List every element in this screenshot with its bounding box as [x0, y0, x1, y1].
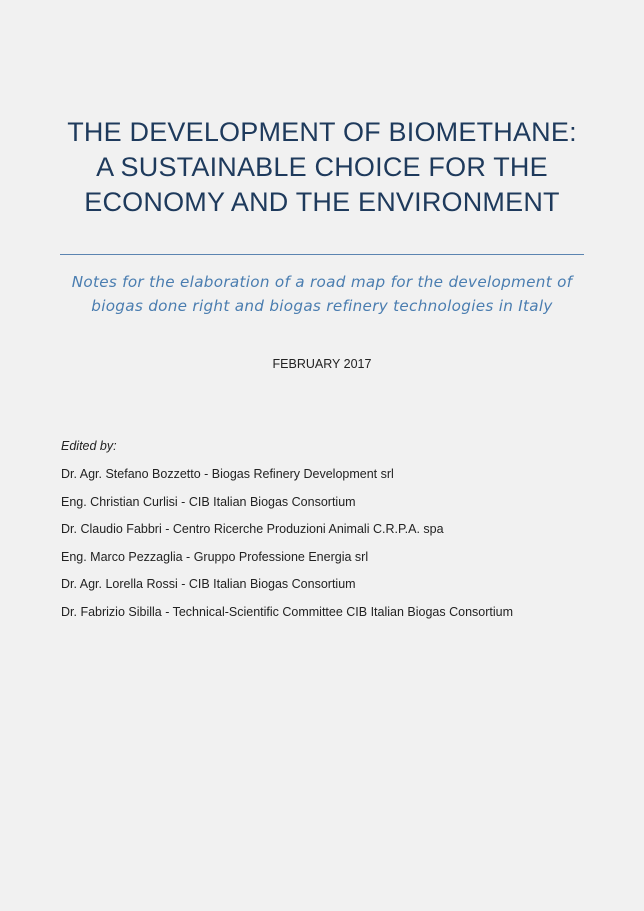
document-title: [0, 115, 644, 220]
subtitle-line-1: Notes for the elaboration of a road map for the development of: [71, 273, 573, 291]
editor-item: Eng. Marco Pezzaglia - Gruppo Professione Energia srl: [61, 549, 369, 564]
editor-item: Eng. Christian Curlisi - CIB Italian Biogas Consortium: [61, 494, 356, 509]
editor-item: Dr. Fabrizio Sibilla - Technical-Scientific Committee CIB Italian Biogas Consortium: [61, 604, 514, 619]
subtitle-line-2: biogas done right and biogas refinery technologies in Italy: [91, 297, 553, 315]
publication-date: FEBRUARY 2017: [272, 357, 372, 371]
title-line-3: ECONOMY AND THE ENVIRONMENT: [84, 187, 560, 217]
title-divider: [60, 254, 584, 255]
editor-item: Dr. Agr. Lorella Rossi - CIB Italian Biogas Consortium: [61, 577, 356, 592]
editor-item: Dr. Agr. Stefano Bozzetto - Biogas Refinery Development srl: [61, 467, 394, 481]
title-line-1: THE DEVELOPMENT OF BIOMETHANE:: [67, 117, 577, 147]
editor-item: Dr. Claudio Fabbri - Centro Ricerche Produzioni Animali C.R.P.A. spa: [61, 522, 444, 537]
editors-list: [61, 438, 631, 632]
edited-by-label: Edited by:: [61, 439, 117, 453]
title-line-2: A SUSTAINABLE CHOICE FOR THE: [96, 152, 548, 182]
document-subtitle: [0, 270, 644, 318]
